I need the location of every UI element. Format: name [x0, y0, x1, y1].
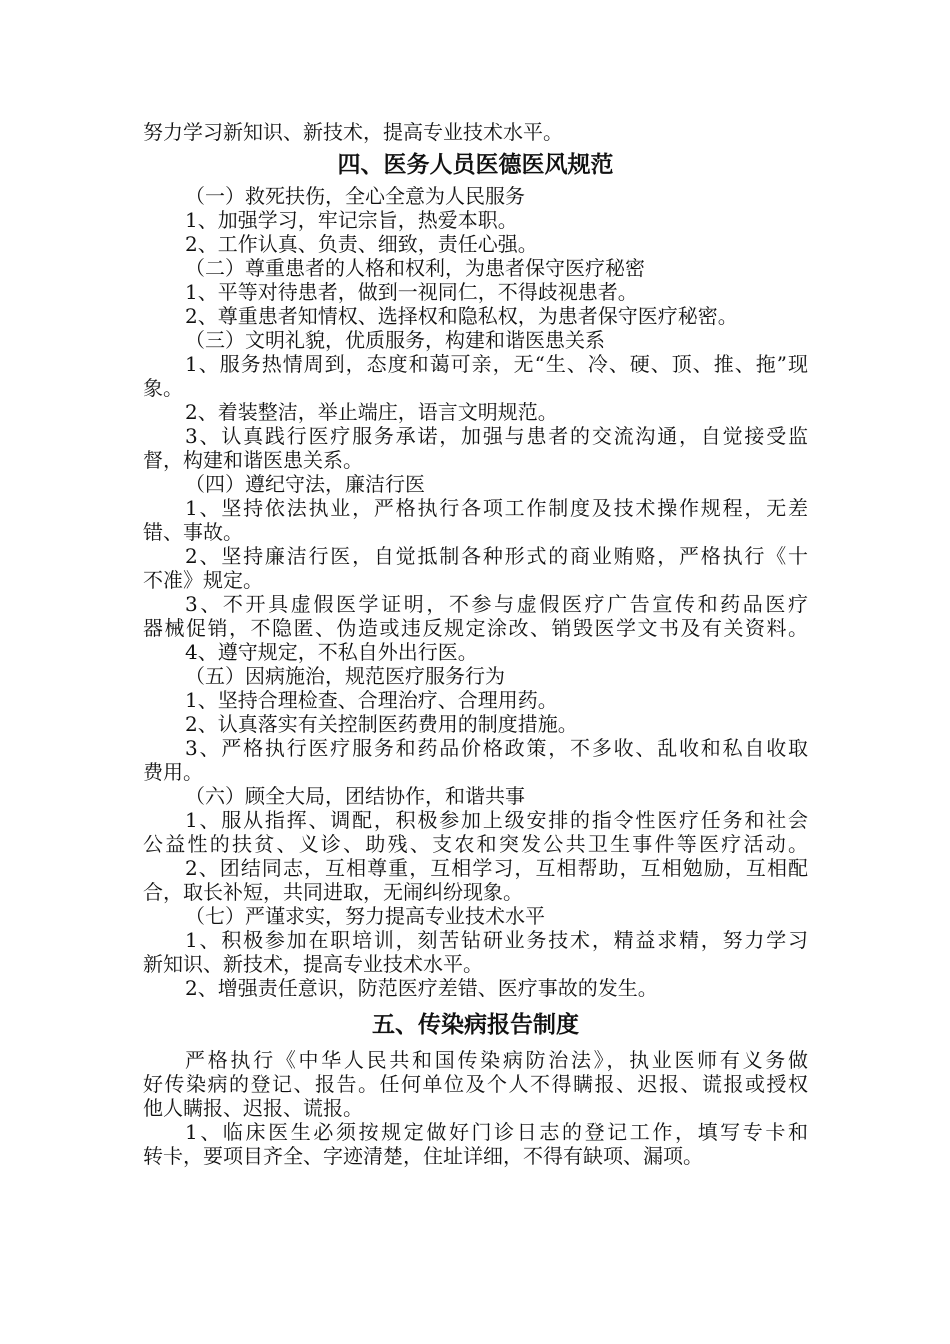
lead-paragraph-line: 努力学习新知识、新技术，提高专业技术水平。: [143, 120, 563, 144]
text-line: 3、不开具虚假医学证明，不参与虚假医疗广告宣传和药品医疗: [185, 592, 808, 616]
text-line: 不准》规定。: [143, 568, 263, 592]
section-5-body: [143, 1048, 808, 1168]
section-4-body: [143, 184, 808, 1000]
text-line: 1、积极参加在职培训，刻苦钻研业务技术，精益求精，努力学习: [185, 928, 808, 952]
text-line: （五）因病施治，规范医疗服务行为: [185, 664, 505, 688]
text-line: 合，取长补短，共同进取，无闹纠纷现象。: [143, 880, 523, 904]
section-4-title: 四、医务人员医德医风规范: [337, 152, 614, 178]
section-5-title: 五、传染病报告制度: [372, 1012, 579, 1038]
text-line: （二）尊重患者的人格和权利，为患者保守医疗秘密: [185, 256, 645, 280]
text-line: 1、服务热情周到，态度和蔼可亲，无“生、冷、硬、顶、推、拖”现: [185, 352, 808, 376]
text-line: 1、坚持合理检查、合理治疗、合理用药。: [185, 688, 558, 712]
text-line: （三）文明礼貌，优质服务，构建和谐医患关系: [185, 328, 605, 352]
text-line: 2、坚持廉洁行医，自觉抵制各种形式的商业贿赂，严格执行《十: [185, 544, 808, 568]
text-line: 2、着装整洁，举止端庄，语言文明规范。: [185, 400, 558, 424]
text-line: 2、认真落实有关控制医药费用的制度措施。: [185, 712, 578, 736]
text-line: 象。: [143, 376, 183, 400]
text-line: 1、坚持依法执业，严格执行各项工作制度及技术操作规程，无差: [185, 496, 808, 520]
text-line: 2、增强责任意识，防范医疗差错、医疗事故的发生。: [185, 976, 658, 1000]
text-line: 2、尊重患者知情权、选择权和隐私权，为患者保守医疗秘密。: [185, 304, 738, 328]
text-line: 转卡，要项目齐全、字迹清楚，住址详细，不得有缺项、漏项。: [143, 1144, 703, 1168]
text-line: 3、认真践行医疗服务承诺，加强与患者的交流沟通，自觉接受监: [185, 424, 808, 448]
text-line: 好传染病的登记、报告。任何单位及个人不得瞒报、迟报、谎报或授权: [143, 1072, 808, 1096]
text-line: 督，构建和谐医患关系。: [143, 448, 363, 472]
text-line: 4、遵守规定，不私自外出行医。: [185, 640, 478, 664]
text-line: 1、平等对待患者，做到一视同仁，不得歧视患者。: [185, 280, 638, 304]
text-line: （四）遵纪守法，廉洁行医: [185, 472, 425, 496]
text-line: 费用。: [143, 760, 203, 784]
text-line: 3、严格执行医疗服务和药品价格政策，不多收、乱收和私自收取: [185, 736, 808, 760]
text-line: （一）救死扶伤，全心全意为人民服务: [185, 184, 525, 208]
text-line: 2、团结同志，互相尊重，互相学习，互相帮助，互相勉励，互相配: [185, 856, 808, 880]
text-line: 新知识、新技术，提高专业技术水平。: [143, 952, 483, 976]
text-line: （七）严谨求实，努力提高专业技术水平: [185, 904, 545, 928]
text-line: 错、事故。: [143, 520, 243, 544]
text-line: 2、工作认真、负责、细致，责任心强。: [185, 232, 538, 256]
text-line: 公益性的扶贫、义诊、助残、支农和突发公共卫生事件等医疗活动。: [143, 832, 808, 856]
text-line: （六）顾全大局，团结协作，和谐共事: [185, 784, 525, 808]
text-line: 1、服从指挥、调配，积极参加上级安排的指令性医疗任务和社会: [185, 808, 808, 832]
text-line: 1、加强学习，牢记宗旨，热爱本职。: [185, 208, 518, 232]
text-line: 他人瞒报、迟报、谎报。: [143, 1096, 363, 1120]
text-line: 1、临床医生必须按规定做好门诊日志的登记工作，填写专卡和: [185, 1120, 808, 1144]
text-line: 严格执行《中华人民共和国传染病防治法》，执业医师有义务做: [185, 1048, 808, 1072]
text-line: 器械促销，不隐匿、伪造或违反规定涂改、销毁医学文书及有关资料。: [143, 616, 808, 640]
document-page: [143, 120, 808, 1168]
